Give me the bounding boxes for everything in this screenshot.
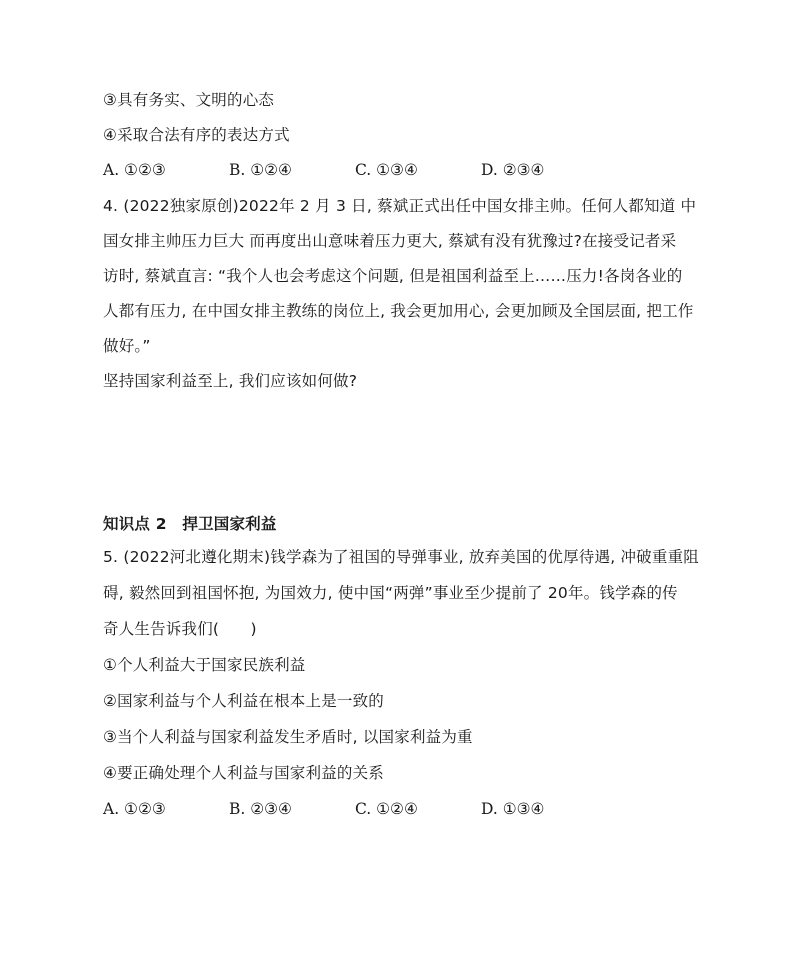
q5-item-2: ②国家利益与个人利益在根本上是一致的 — [103, 692, 384, 710]
q4-line-1: 4. (2022独家原创)2022年 2 月 3 日, 蔡斌正式出任中国女排主帅。任何人都知道 中 — [103, 197, 697, 215]
q5-item-3: ③当个人利益与国家利益发生矛盾时, 以国家利益为重 — [103, 728, 473, 746]
section-heading: 知识点 2 捍卫国家利益 — [103, 515, 277, 533]
q3-option-c: C. ①③④ — [355, 161, 418, 179]
q5-option-d: D. ①③④ — [481, 800, 545, 818]
q4-line-3: 访时, 蔡斌直言: “我个人也会考虑这个问题, 但是祖国利益至上……压力!各岗各业的 — [103, 267, 683, 285]
q4-line-4: 人都有压力, 在中国女排主教练的岗位上, 我会更加用心, 会更加顾及全国层面, 把工作 — [103, 302, 694, 320]
q5-option-c: C. ①②④ — [355, 800, 418, 818]
q5-option-a: A. ①②③ — [103, 800, 166, 818]
q3-option-d: D. ②③④ — [481, 161, 545, 179]
q3-option-a: A. ①②③ — [103, 161, 166, 179]
q5-line-3: 奇人生告诉我们( ) — [103, 620, 257, 638]
q5-option-b: B. ②③④ — [229, 800, 292, 818]
q5-item-4: ④要正确处理个人利益与国家利益的关系 — [103, 764, 384, 782]
q3-item-3: ③具有务实、文明的心态 — [103, 91, 275, 109]
q5-line-1: 5. (2022河北遵化期末)钱学森为了祖国的导弹事业, 放弃美国的优厚待遇, 冲破重重阻 — [103, 548, 699, 566]
q5-item-1: ①个人利益大于国家民族利益 — [103, 656, 306, 674]
q4-line-5: 做好。” — [103, 337, 151, 355]
q5-line-2: 碍, 毅然回到祖国怀抱, 为国效力, 使中国“两弹”事业至少提前了 20年。钱学森的传 — [103, 584, 678, 602]
q3-option-b: B. ①②④ — [229, 161, 292, 179]
q4-question: 坚持国家利益至上, 我们应该如何做? — [103, 372, 358, 390]
q3-item-4: ④采取合法有序的表达方式 — [103, 126, 290, 144]
q4-line-2: 国女排主帅压力巨大 而再度出山意味着压力更大, 蔡斌有没有犹豫过?在接受记者采 — [103, 232, 677, 250]
